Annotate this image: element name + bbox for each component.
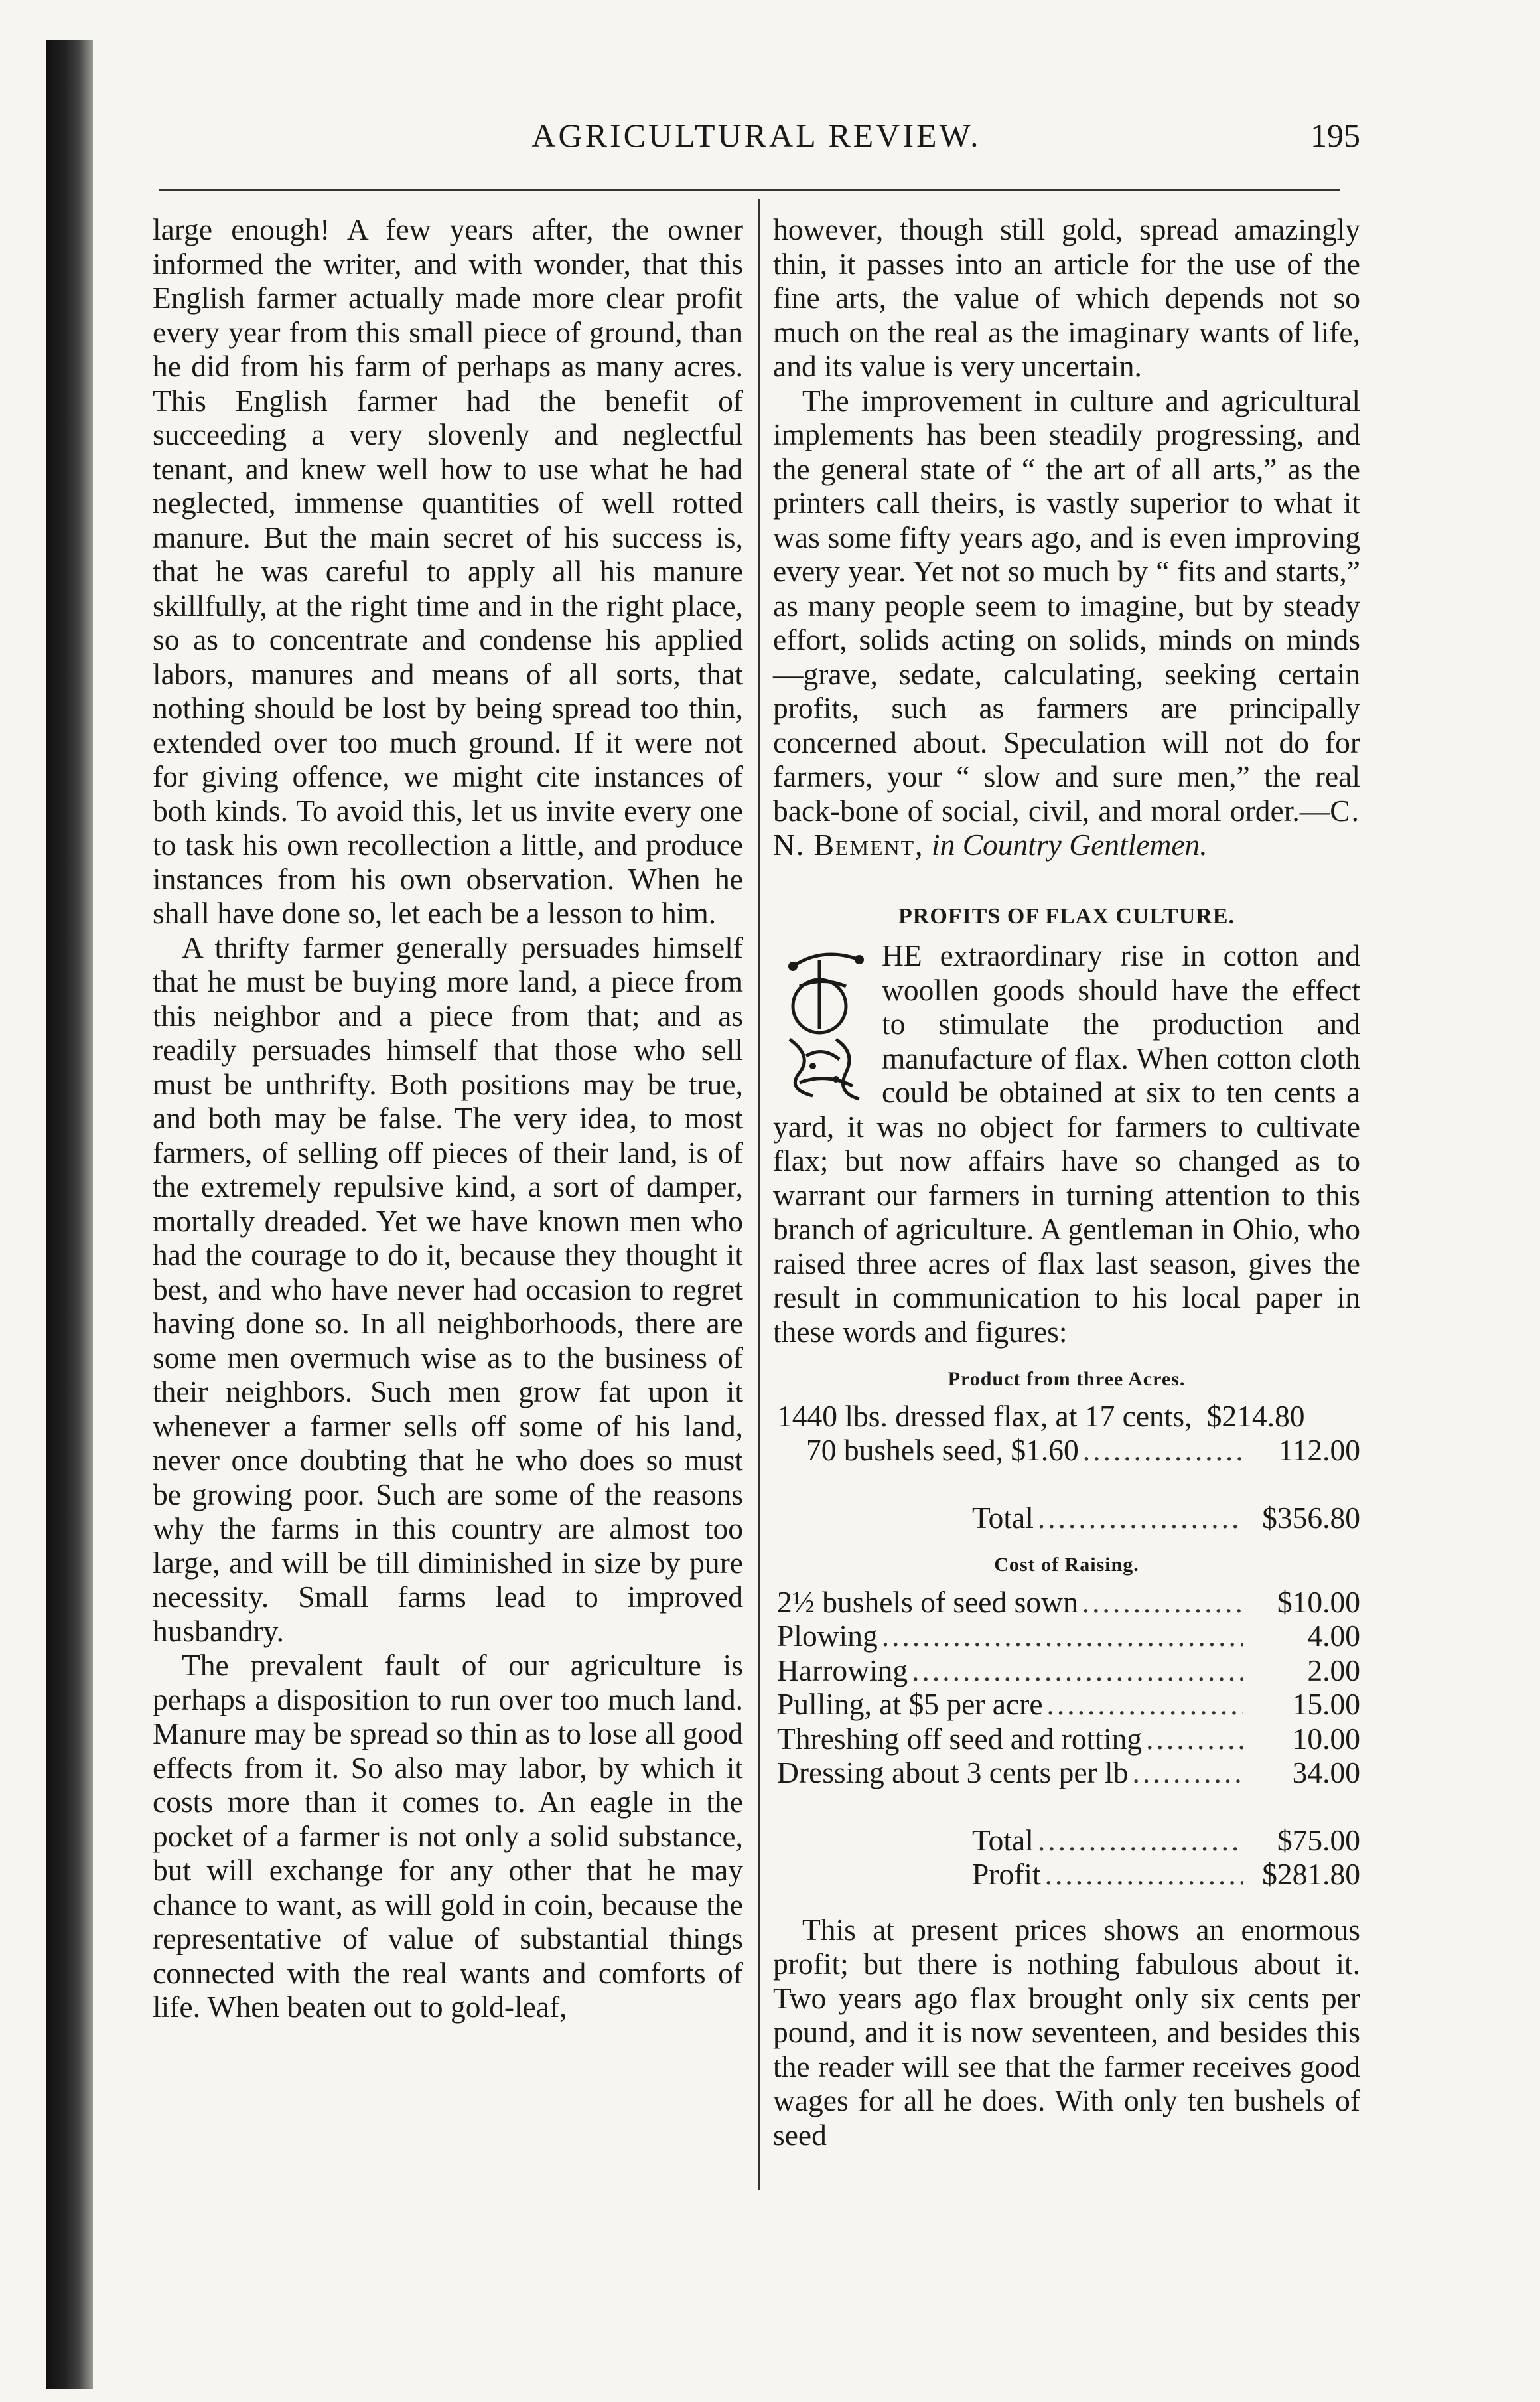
book-spine-shadow: [46, 40, 93, 2389]
cost-row: [773, 1619, 1360, 1653]
column-divider: [758, 199, 760, 2190]
cost-row-amount: 10.00: [1292, 1721, 1360, 1756]
cost-total-row: [773, 1823, 1360, 1858]
cost-row-label: Dressing about 3 cents per lb: [777, 1756, 1129, 1789]
right-column: [773, 212, 1360, 2152]
cost-row-amount: 4.00: [1307, 1619, 1360, 1653]
profit-amount: $281.80: [1262, 1857, 1360, 1891]
left-paragraph-1: large enough! A few years after, the owner informed the writer, and with wonder, that this English farmer actually made more clear profit every year from this small piece of ground, than he did from his farm of perhaps as many acres. This English farmer had the benefit of succeeding a very slovenly and neglectful tenant, and knew well how to use what he had neglected, immense quantities of well rotted manure. But the main secret of his success is, that he was careful to apply all his manure skillfully, at the right time and in the right place, so as to concentrate and condense his applied labors, manures and means of all sorts, that nothing should be lost by being spread too thin, extended over too much ground. If it were not for giving offence, we might cite instances of both kinds. To avoid this, let us invite every one to task his own recollection a little, and produce instances from his own observation. When he shall have done so, let each be a lesson to him.: [153, 212, 743, 930]
cost-row-label: Threshing off seed and rotting: [777, 1721, 1143, 1756]
cost-row: [773, 1653, 1360, 1688]
left-paragraph-3: The prevalent fault of our agriculture is perhaps a disposition to run over too much land. Manure may be spread so thin as to lose all good effects from it. So also may labor, by which it costs more than it comes to. An eagle in the pocket of a farmer is not only a solid substance, but will exchange for any other that he may chance to want, as will gold in coin, because the representative of value of substantial things connected with the real wants and comforts of life. When beaten out to gold-leaf,: [153, 1648, 743, 2024]
product-table-title: Product from three Acres.: [947, 1368, 1186, 1390]
product-row-amount: 112.00: [1278, 1433, 1360, 1467]
product-total-amount: $356.80: [1262, 1500, 1360, 1535]
flax-intro: [773, 938, 1360, 1349]
cost-row-label: Pulling, at $5 per acre: [777, 1687, 1043, 1721]
decorative-initial-t-icon: [773, 940, 873, 1106]
product-row-label: 70 bushels seed, $1.60: [806, 1433, 1079, 1467]
left-paragraph-2: A thrifty farmer generally persuades himself that he must be buying more land, a piece from this neighbor and a piece from that; and as readily persuades himself that those who sell must be unthrifty. Both positions may be true, and both may be false. The very idea, to most farmers, of selling off pieces of their land, is of the extremely repulsive kind, a sort of damper, mortally dreaded. Yet we have known men who had the courage to do it, because they thought it best, and who have never had occasion to regret having done so. In all neighborhoods, there are some men overmuch wise as to the business of their neighbors. Such men grow fat upon it whenever a farmer sells off some of his land, never once doubting that he who does so must be growing poor. Such are some of the reasons why the farms in this country are almost too large, and will be till diminished in size by pure necessity. Small farms lead to improved husbandry.: [153, 930, 743, 1648]
cost-row-label: 2½ bushels of seed sown: [777, 1584, 1078, 1619]
flax-paragraph-2: This at present prices shows an enormous profit; but there is nothing fabulous about it. Two years ago flax brought only six cents per pound, and it is now seventeen, and besides this the reader will see that the farmer receives good wages for all he does. With only ten bushels of seed: [773, 1912, 1360, 2152]
cost-table-title: Cost of Raising.: [994, 1554, 1139, 1576]
section-title: PROFITS OF FLAX CULTURE.: [898, 903, 1235, 929]
cost-row-amount: $10.00: [1277, 1584, 1360, 1619]
article-source: in Country Gentlemen.: [924, 828, 1208, 862]
cost-row: [773, 1756, 1360, 1790]
left-column: [153, 212, 743, 2024]
cost-row: [773, 1722, 1360, 1756]
profit-row: [773, 1857, 1360, 1892]
page-number: 195: [1310, 117, 1360, 154]
product-row-amount: $214.80: [1206, 1398, 1305, 1433]
right-paragraph-2-text: The improvement in culture and agricultural implements has been steadily progressing, and the general state of “ the art of all arts,” as the printers call theirs, is vastly superior to what it was some fifty years ago, and is even improving every year. Yet not so much by “ fits and starts,” as many people seem to imagine, but by steady effort, solids acting on solids, minds on minds—grave, sedate, calculating, seeking certain profits, such as farmers are principally concerned about. Speculation will not do for farmers, your “ slow and sure men,” the real back-bone of social, civil, and moral order.—: [773, 383, 1360, 828]
running-title: AGRICULTURAL REVIEW.: [531, 117, 981, 154]
right-paragraph-2: [773, 384, 1360, 862]
flax-paragraph-1: HE extraordinary rise in cotton and woollen goods should have the effect to stimulate the production and manufacture of flax. When cotton cloth could be obtained at six to ten cents a yard, it was no object for farmers to cultivate flax; but now affairs have so changed as to warrant our farmers in turning attention to this branch of agriculture. A gentleman in Ohio, who raised three acres of flax last season, gives the result in communication to his local paper in these words and figures:: [773, 938, 1360, 1349]
cost-row-amount: 2.00: [1307, 1653, 1360, 1687]
cost-row-label: Harrowing: [777, 1653, 908, 1687]
cost-row-label: Plowing: [777, 1619, 878, 1653]
product-total-row: [773, 1501, 1360, 1535]
cost-total-label: Total: [972, 1823, 1034, 1857]
product-row: [773, 1433, 1360, 1467]
product-total-label: Total: [972, 1500, 1034, 1535]
cost-row: [773, 1585, 1360, 1619]
cost-row: [773, 1687, 1360, 1722]
profit-label: Profit: [972, 1857, 1041, 1891]
article-author: C. N. Bement,: [773, 793, 1360, 862]
header-rule: [159, 189, 1340, 191]
cost-row-amount: 34.00: [1292, 1756, 1360, 1789]
right-paragraph-1: however, though still gold, spread amazingly thin, it passes into an article for the use of the fine arts, the value of which depends not so much on the real as the imaginary wants of life, and its value is very uncertain.: [773, 212, 1360, 383]
cost-row-amount: 15.00: [1292, 1687, 1360, 1721]
product-row-label: 1440 lbs. dressed flax, at 17 cents,: [777, 1398, 1192, 1433]
product-row: [773, 1399, 1360, 1434]
cost-total-amount: $75.00: [1277, 1823, 1360, 1857]
page-header: [153, 116, 1360, 163]
